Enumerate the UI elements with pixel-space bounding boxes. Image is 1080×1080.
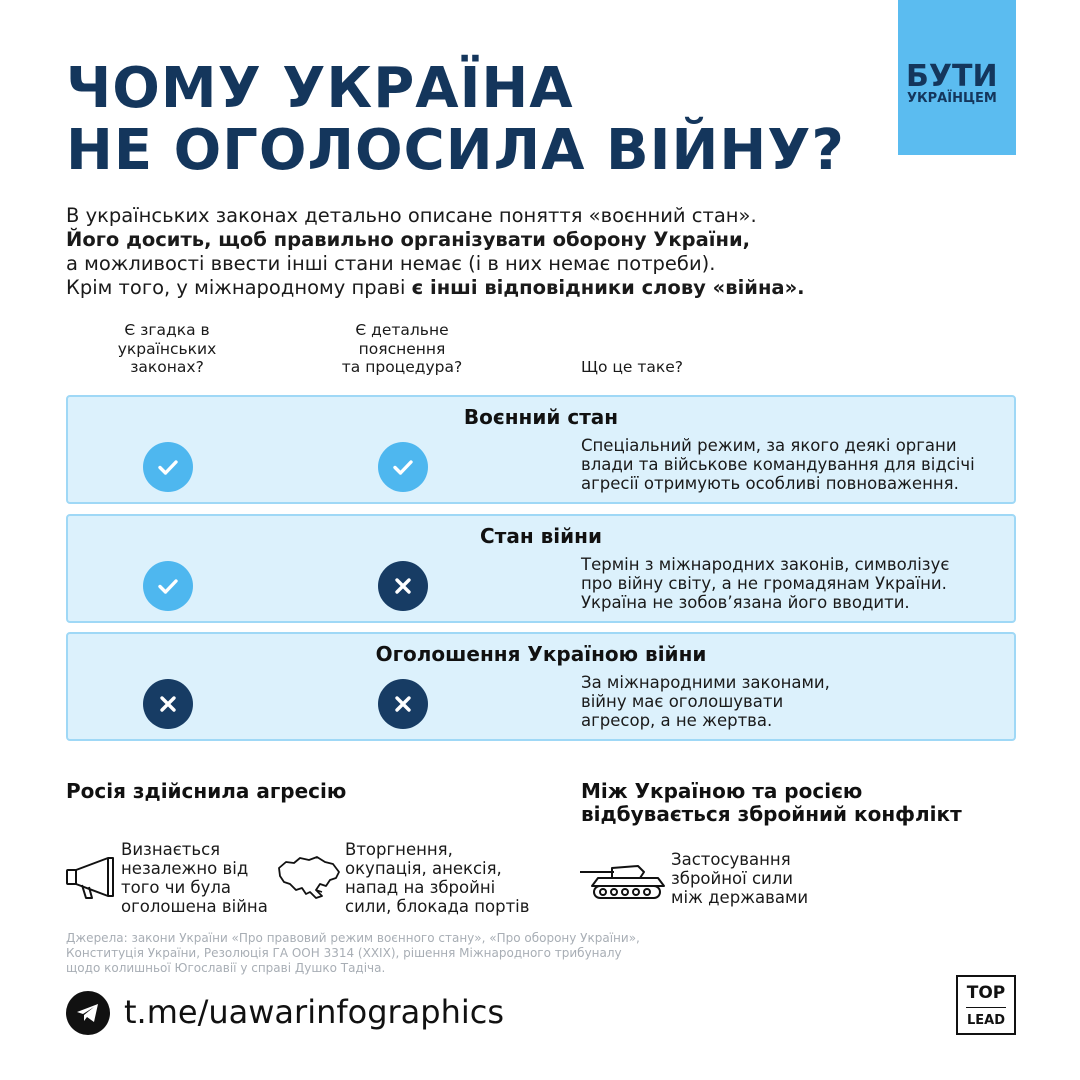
row-description: [581, 436, 1011, 493]
sources-line: Джерела: закони України «Про правовий режим воєнного стану», «Про оборону України»,: [66, 931, 640, 945]
tank-icon: [578, 858, 668, 902]
intro-line-4: Крім того, у міжнародному праві: [66, 276, 412, 299]
section-title-aggression: Росія здійснила агресію: [66, 779, 347, 803]
aggression-item-1: [121, 840, 268, 916]
title-line-1: ЧОМУ УКРАЇНА: [66, 56, 574, 121]
intro-line-4-bold: є інші відповідники слову «війна».: [411, 276, 805, 299]
toplead-logo: [956, 975, 1016, 1035]
logo-bottom-text: LEAD: [966, 1013, 1006, 1028]
column-header-description: Що це таке?: [581, 358, 684, 376]
row-description-line: За міжнародними законами,: [581, 673, 830, 692]
aggression-item-2: [345, 840, 530, 916]
aggression-item-1-line: незалежно від: [121, 859, 249, 878]
sources-note: [66, 931, 640, 976]
intro-line-2: Його досить, щоб правильно організувати оборону України,: [66, 228, 751, 251]
logo-divider: [966, 1007, 1006, 1008]
check-icon: [378, 442, 428, 492]
intro-paragraph: [66, 204, 805, 300]
row-description-line: Україна не зобов’язана його вводити.: [581, 593, 910, 612]
row-description-line: Спеціальний режим, за якого деякі органи: [581, 436, 957, 455]
row-description: [581, 673, 1011, 730]
intro-line-3: а можливості ввести інші стани немає (і в них немає потреби).: [66, 252, 716, 275]
row-declaration-of-war: [66, 632, 1016, 741]
column-header-mention-line: законах?: [130, 358, 204, 376]
row-description-line: про війну світу, а не громадянам України.: [581, 574, 947, 593]
conflict-item: [671, 850, 808, 907]
row-title: Воєнний стан: [463, 405, 619, 429]
sources-line: Конституція України, Резолюція ГА ООН 3314 (XXIX), рішення Міжнародного трибуналу: [66, 946, 622, 960]
cross-icon: [143, 679, 193, 729]
cross-icon: [378, 561, 428, 611]
row-description: [581, 555, 1011, 612]
section-title-line: відбувається збройний конфлікт: [581, 802, 962, 826]
brand-line-2: УКРАЇНЦЕМ: [907, 91, 997, 106]
title-line-2: НЕ ОГОЛОСИЛА ВІЙНУ?: [66, 118, 845, 183]
aggression-item-2-line: сили, блокада портів: [345, 897, 530, 916]
sources-line: щодо колишньої Югославії у справі Душко Тадіча.: [66, 961, 386, 975]
cross-icon: [378, 679, 428, 729]
column-header-procedure: [322, 321, 482, 377]
row-martial-law: [66, 395, 1016, 504]
aggression-item-1-line: того чи була: [121, 878, 232, 897]
check-icon: [143, 561, 193, 611]
column-header-procedure-line: Є детальне: [355, 321, 449, 339]
ukraine-map-icon: [276, 854, 342, 900]
brand-line-1: БУТИ: [906, 59, 998, 94]
telegram-link[interactable]: t.me/uawarinfographics: [124, 993, 505, 1031]
conflict-item-line: збройної сили: [671, 869, 794, 888]
aggression-item-2-line: окупація, анексія,: [345, 859, 502, 878]
column-header-mention: [100, 321, 234, 377]
conflict-item-line: Застосування: [671, 850, 791, 869]
row-description-line: агресор, а не жертва.: [581, 711, 773, 730]
column-header-mention-line: українських: [117, 339, 217, 358]
row-description-line: Термін з міжнародних законів, символізує: [581, 555, 950, 574]
aggression-item-1-line: Визнається: [121, 840, 221, 859]
row-description-line: агресії отримують особливі повноваження.: [581, 474, 959, 493]
brand-badge: [898, 0, 1016, 155]
intro-line-1: В українських законах детально описане поняття «воєнний стан».: [66, 204, 757, 227]
row-title: Оголошення Україною війни: [375, 642, 707, 666]
aggression-item-2-line: Вторгнення,: [345, 840, 453, 859]
column-header-mention-line: Є згадка в: [124, 321, 210, 339]
column-header-procedure-line: пояснення: [358, 339, 446, 358]
section-title-line: Між Україною та росією: [581, 779, 863, 803]
row-state-of-war: [66, 514, 1016, 623]
check-icon: [143, 442, 193, 492]
column-header-procedure-line: та процедура?: [341, 358, 463, 376]
page-title: [66, 58, 845, 182]
row-description-line: війну має оголошувати: [581, 692, 784, 711]
telegram-icon[interactable]: [66, 991, 110, 1035]
section-title-armed-conflict: [581, 780, 962, 826]
conflict-item-line: між державами: [671, 888, 809, 907]
logo-top-text: TOP: [966, 983, 1006, 1003]
row-description-line: влади та військове командування для відсічі: [581, 455, 975, 474]
aggression-item-1-line: оголошена війна: [121, 897, 268, 916]
megaphone-icon: [64, 854, 116, 902]
row-title: Стан війни: [480, 524, 602, 548]
aggression-item-2-line: напад на збройні: [345, 878, 496, 897]
